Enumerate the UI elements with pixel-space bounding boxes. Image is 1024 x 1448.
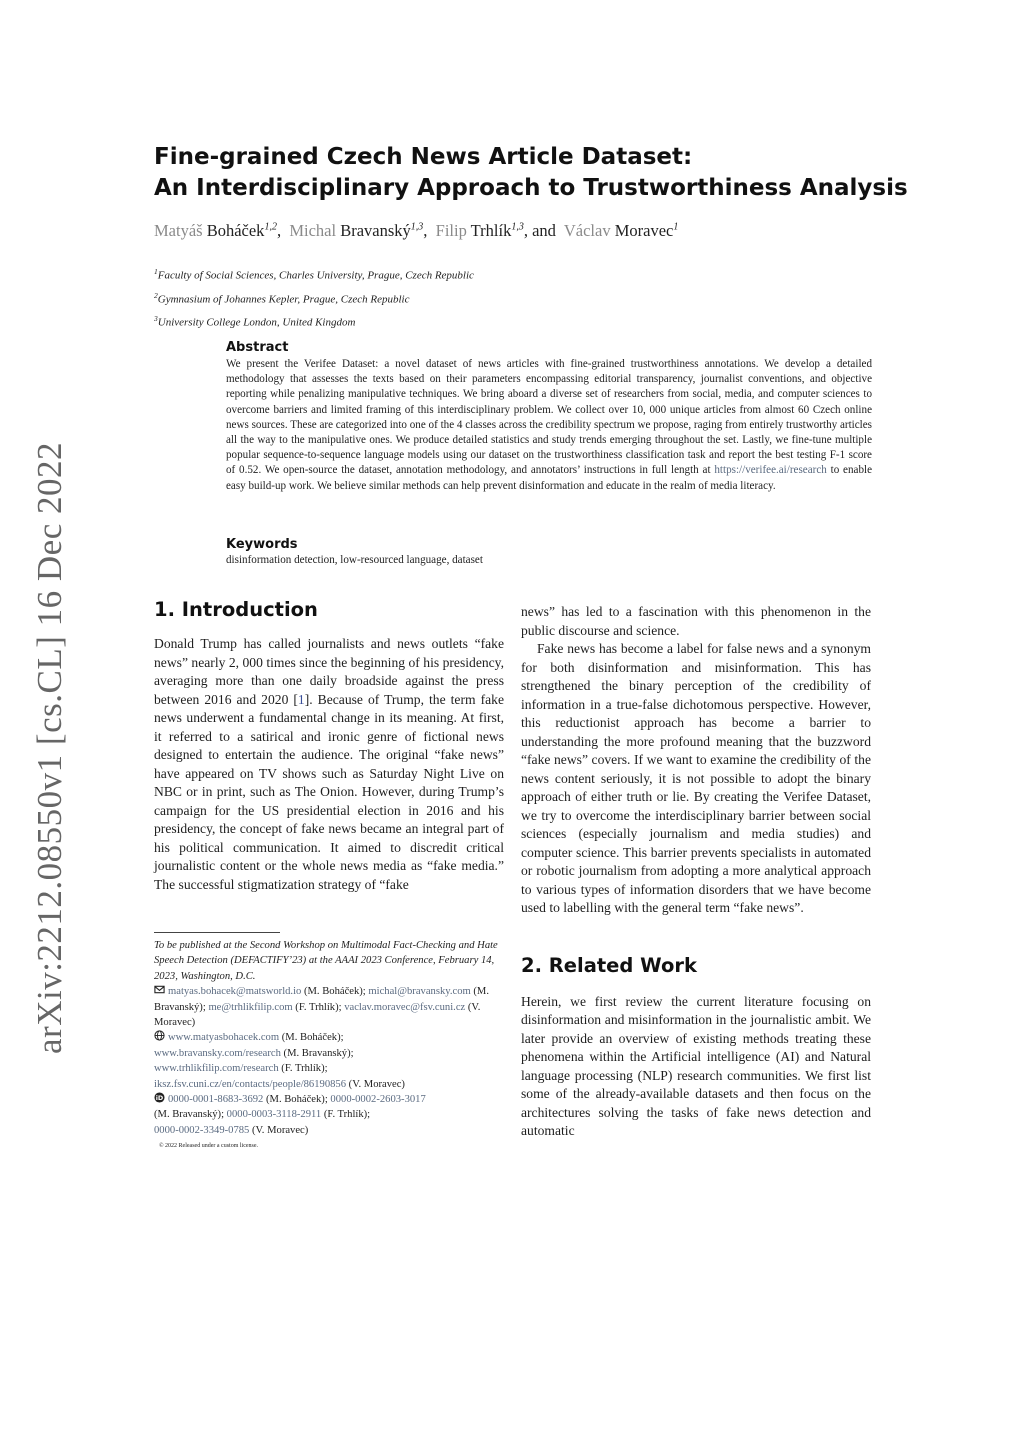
author-given: Filip (435, 221, 467, 240)
email-list: matyas.bohacek@matsworld.io (M. Boháček); michal@bravansky.com (M. Bravanský); me@trhlikfilip.com (F. Trhlík); vaclav.moravec@fsv.cuni.cz (V. Moravec) (154, 986, 489, 1029)
affiliation-list (154, 262, 474, 333)
affiliation: $^1$Faculty of Social Sciences, Charles University, Prague, Czech Republic (154, 267, 474, 282)
paper-title (154, 142, 914, 204)
keywords-heading: Keywords (226, 537, 298, 552)
website-link[interactable]: www.trhlikfilip.com/research (154, 1063, 279, 1075)
affiliation: $^3$University College London, United Kingdom (154, 314, 356, 329)
author-affil-sup: 1,3 (511, 221, 524, 233)
orcid-list: iD 0000-0001-8683-3692 (M. Boháček); 0000-0002-2603-3017 (M. Bravanský); 0000-0003-3118-2911 (F. Trhlík); 0000-0002-3349-0785 (V. Moravec) (154, 1093, 426, 1136)
envelope-icon (154, 984, 165, 995)
author-given: Michal (289, 221, 337, 240)
license-note: © 2022 Released under a custom license. (159, 1143, 259, 1150)
intro-paragraph: Donald Trump has called journalists and news outlets “fake news” nearly 2, 000 times since the beginning of his presidency, averaging more than one daily broadside against the press between 2016 and 2020 [1]. Because of Trump, the term fake news underwent a fundamental change in its meaning. At first, it referred to a satirical and ironic genre of fictional news designed to entertain the audience. The original “fake news” have appeared on TV shows such as Saturday Night Live on NBC or in print, such as The Onion. However, during Trump’s campaign for the US presidential election in 2016 and his presidency, the concept of fake news became an integral part of his political communication. It aimed to discredit critical journalistic content or the whole news media as “fake media.” The successful stigmatization strategy of “fake (154, 636, 504, 892)
svg-text:iD: iD (155, 1093, 164, 1102)
author-family: Moravec (614, 221, 674, 240)
title-line-1: Fine-grained Czech News Article Dataset: (154, 144, 693, 170)
website-list: www.matyasbohacek.com (M. Boháček); www.bravansky.com/research (M. Bravanský); www.trhlikfilip.com/research (F. Trhlík); iksz.fsv.cuni.cz/en/contacts/people/86190856 (V. Moravec) (154, 1032, 405, 1090)
keywords-text: disinformation detection, low-resourced language, dataset (226, 554, 483, 566)
author-and: and (532, 221, 556, 240)
author-family: Bravanský (340, 221, 411, 240)
abstract (226, 340, 872, 494)
author-affil-sup: 1,2 (264, 221, 277, 233)
title-line-2: An Interdisciplinary Approach to Trustworthiness Analysis (154, 175, 908, 201)
affiliation: $^2$Gymnasium of Johannes Kepler, Prague, Czech Republic (154, 290, 410, 306)
email-link[interactable]: matyas.bohacek@matsworld.io (168, 986, 302, 998)
email-link[interactable]: michal@bravansky.com (368, 986, 471, 998)
section-heading-related-work: 2. Related Work (521, 953, 697, 977)
right-column (521, 603, 871, 1141)
venue-note: To be published at the Second Workshop on Multimodal Fact-Checking and Hate Speech Detection (DEFACTIFY’23) at the AAAI 2023 Conference, February 14, 2023, Washington, D.C. (154, 940, 498, 982)
arxiv-identifier: arXiv:2212.08550v1 [cs.CL] 16 Dec 2022 (30, 442, 69, 1054)
website-link[interactable]: www.matyasbohacek.com (168, 1032, 280, 1044)
footnote-rule (154, 932, 280, 933)
related-work-paragraph: Herein, we first review the current literature focusing on disinformation and misinformation in the journalistic ambit. We later provide an overview of existing methods treating these phenomena within the Artificial intelligence (AI) and Natural language processing (NLP) research communities. We first list some of the already-available datasets and then focus on the architectures solving the tasks of fake news detection and automatic (521, 993, 871, 1138)
orcid-link[interactable]: 0000-0002-2603-3017 (330, 1094, 426, 1106)
globe-icon (154, 1030, 165, 1041)
author-given: Matyáš (154, 221, 203, 240)
keywords (226, 537, 872, 568)
author-given: Václav (563, 221, 611, 240)
orcid-link[interactable]: 0000-0002-3349-0785 (154, 1124, 250, 1136)
author-family: Trhlík (470, 221, 512, 240)
intro-paragraph-continued: news” has led to a fascination with this phenomenon in the public discourse and science. (521, 604, 871, 638)
email-link[interactable]: me@trhlikfilip.com (208, 1001, 293, 1013)
abstract-text: We present the Verifee Dataset: a novel dataset of news articles with fine-grained trustworthiness annotations. We develop a detailed methodology that assesses the texts based on their parameters encompassing editorial transparency, journalist conventions, and objective reporting while penalizing manipulative techniques. We bring aboard a diverse set of researchers from social, media, and computer sciences to overcome barriers and limited framing of this interdisciplinary problem. We collect over 10, 000 unique articles from almost 60 Czech online news sources. These are categorized into one of the 4 classes across the credibility spectrum we propose, raging from entirely trustworthy articles all the way to the manipulative ones. We produce detailed statistics and study trends emerging throughout the set. Lastly, we fine-tune multiple popular sequence-to-sequence language models using our dataset on the trustworthiness classification task and report the best testing F-1 score of 0.52. We open-source the dataset, annotation methodology, and annotators’ instructions in full length at https://verifee.ai/research to enable easy build-up work. We believe similar methods can help prevent disinformation and educate in the realm of media literacy. (226, 358, 873, 492)
abstract-link[interactable]: https://verifee.ai/research (714, 464, 827, 477)
intro-paragraph: Fake news has become a label for false news and a synonym for both disinformation and misinformation. This has strengthened the binary perception of the credibility of information in a true-false dichotomous perspective. However, this reductionist approach has become a barrier to understanding the more profound meaning that the buzzword “fake news” covers. If we want to examine the credibility of the news content seriously, it is not possible to adopt the binary approach of either truth or lie. By creating the Verifee Dataset, we try to overcome the interdisciplinary barrier between social sciences (especially journalism and media studies) and computer science. This barrier prevents specialists in automated or robotic journalism from adopting a more analytical approach to various types of information disorders that we have become used to labelling with the general term “fake news”. (521, 641, 871, 915)
footnote (154, 938, 514, 1151)
citation-link[interactable]: 1 (297, 691, 305, 707)
author-family: Boháček (206, 221, 265, 240)
author-list: Matyáš Boháček$^{1,2}$, Michal Bravanský$^{1,3}$, Filip Trhlík$^{1,3}$, and Václav Moravec$^1$ (154, 221, 679, 240)
website-link[interactable]: www.bravansky.com/research (154, 1047, 281, 1059)
orcid-link[interactable]: 0000-0003-3118-2911 (226, 1109, 322, 1121)
orcid-icon (154, 1092, 165, 1103)
orcid-link[interactable]: 0000-0001-8683-3692 (168, 1094, 264, 1106)
author-affil-sup: 1,3 (410, 221, 424, 233)
section-heading-introduction: 1. Introduction (154, 598, 318, 621)
website-link[interactable]: iksz.fsv.cuni.cz/en/contacts/people/86190856 (154, 1078, 347, 1090)
author-affil-sup: 1 (673, 221, 679, 233)
left-column (154, 598, 504, 894)
email-link[interactable]: vaclav.moravec@fsv.cuni.cz (344, 1001, 466, 1013)
abstract-heading: Abstract (226, 340, 289, 355)
